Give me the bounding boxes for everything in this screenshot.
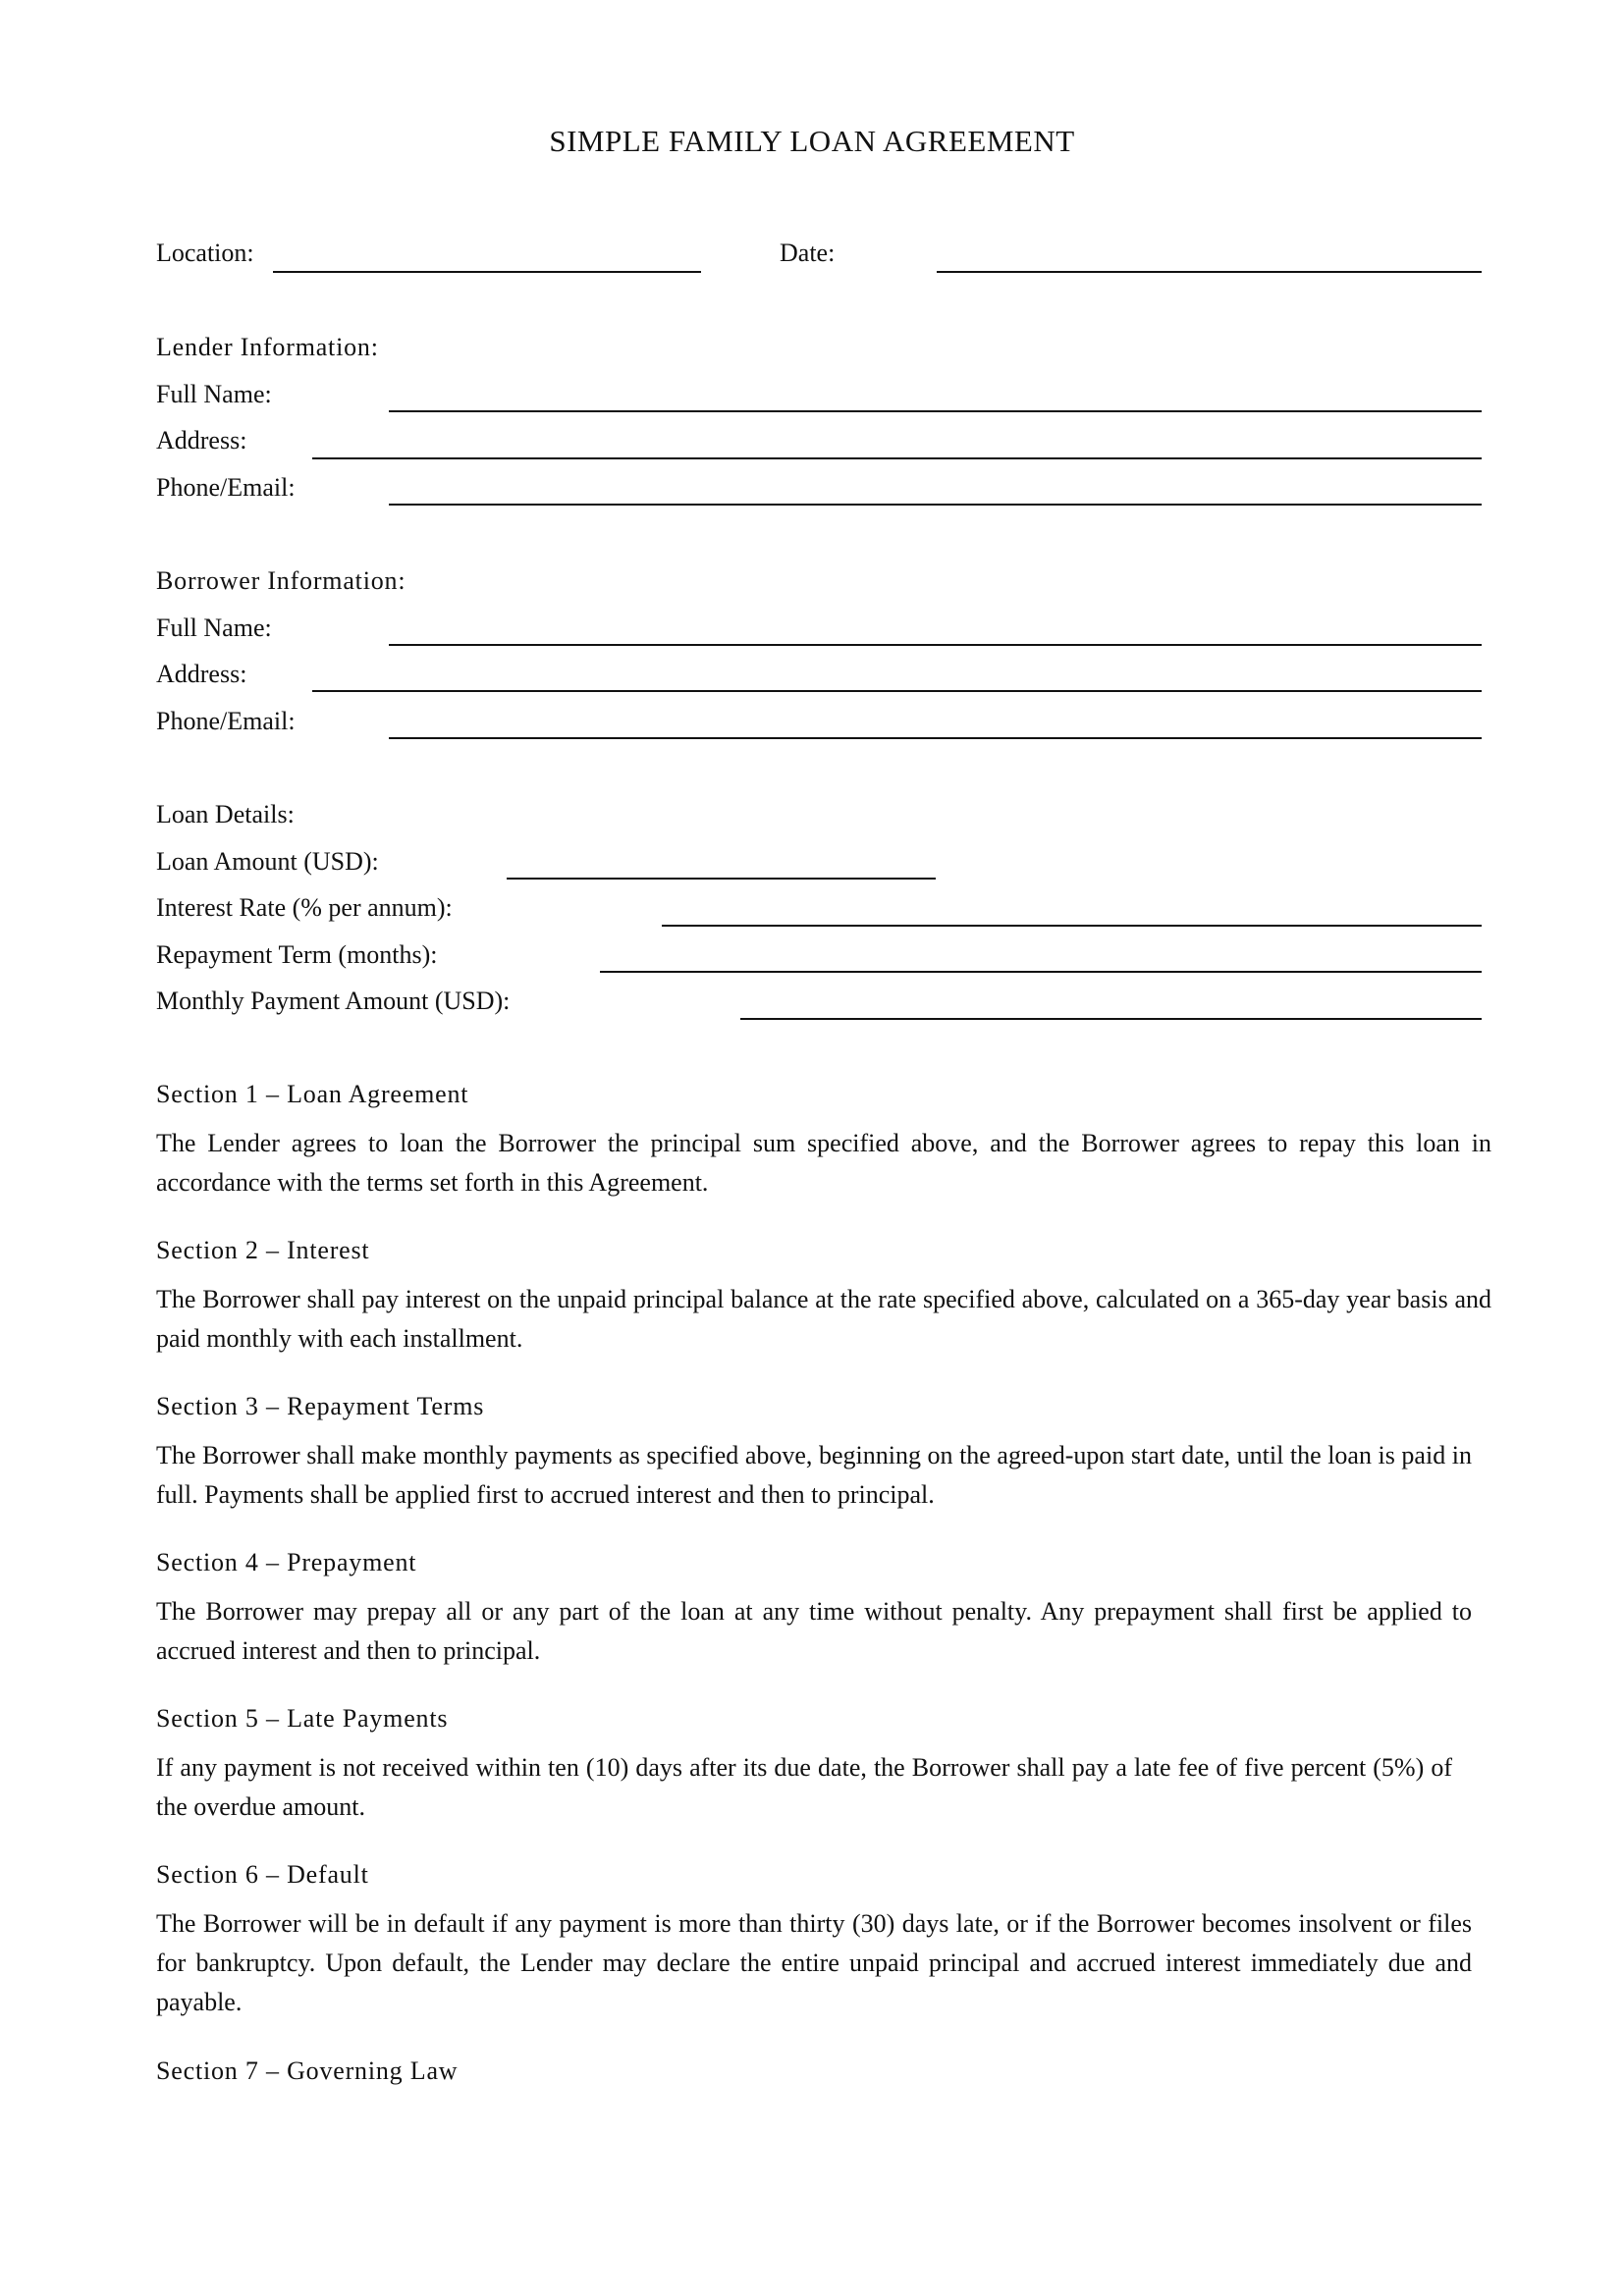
section-3-heading: Section 3 – Repayment Terms [156, 1392, 485, 1420]
section-3-body: The Borrower shall make monthly payments as specified above, beginning on the agreed-upon start date, until the loan is paid in full. Payments shall be applied first to accrued interest and then to principal. [156, 1441, 1472, 1509]
borrower-phone-email-label: Phone/Email: [156, 707, 296, 735]
section-7-heading: Section 7 – Governing Law [156, 2056, 459, 2085]
lender-full-name-label: Full Name: [156, 380, 272, 408]
borrower-phone-email-field[interactable] [389, 737, 1482, 739]
section-2-heading: Section 2 – Interest [156, 1236, 370, 1264]
borrower-heading: Borrower Information: [156, 566, 406, 595]
repayment-term-label: Repayment Term (months): [156, 940, 438, 969]
monthly-payment-field[interactable] [740, 1018, 1482, 1020]
lender-heading: Lender Information: [156, 333, 379, 361]
date-field[interactable] [937, 271, 1482, 273]
document-title: SIMPLE FAMILY LOAN AGREEMENT [549, 124, 1075, 158]
loan-amount-field[interactable] [507, 878, 936, 880]
section-5-heading: Section 5 – Late Payments [156, 1704, 449, 1733]
lender-address-field[interactable] [312, 457, 1482, 459]
section-4-body: The Borrower may prepay all or any part of the loan at any time without penalty. Any prepayment shall first be applied to accrued interest and then to principal. [156, 1597, 1472, 1665]
borrower-address-label: Address: [156, 660, 247, 688]
borrower-full-name-field[interactable] [389, 644, 1482, 646]
lender-phone-email-field[interactable] [389, 504, 1482, 506]
section-6-body: The Borrower will be in default if any payment is more than thirty (30) days late, or if the Borrower becomes insolvent or files for bankruptcy. Upon default, the Lender may declare the entire unpaid principal and accrued interest immediately due and payable. [156, 1909, 1472, 2016]
section-6-heading: Section 6 – Default [156, 1860, 369, 1889]
lender-phone-email-label: Phone/Email: [156, 473, 296, 502]
section-1-body: The Lender agrees to loan the Borrower the principal sum specified above, and the Borrower agrees to repay this loan in accordance with the terms set forth in this Agreement. [156, 1129, 1491, 1197]
loan-amount-label: Loan Amount (USD): [156, 847, 379, 876]
date-label: Date: [780, 239, 836, 267]
location-label: Location: [156, 239, 254, 267]
location-field[interactable] [273, 271, 701, 273]
repayment-term-field[interactable] [600, 971, 1482, 973]
interest-rate-label: Interest Rate (% per annum): [156, 893, 453, 922]
loan-details-heading: Loan Details: [156, 800, 295, 828]
lender-address-label: Address: [156, 426, 247, 454]
monthly-payment-label: Monthly Payment Amount (USD): [156, 987, 511, 1015]
borrower-address-field[interactable] [312, 690, 1482, 692]
borrower-full-name-label: Full Name: [156, 614, 272, 642]
section-5-body: If any payment is not received within ten (10) days after its due date, the Borrower shall pay a late fee of five percent (5%) of the overdue amount. [156, 1753, 1452, 1821]
lender-full-name-field[interactable] [389, 410, 1482, 412]
interest-rate-field[interactable] [662, 925, 1482, 927]
section-4-heading: Section 4 – Prepayment [156, 1548, 417, 1576]
section-1-heading: Section 1 – Loan Agreement [156, 1080, 469, 1108]
section-2-body: The Borrower shall pay interest on the unpaid principal balance at the rate specified above, calculated on a 365-day year basis and paid monthly with each installment. [156, 1285, 1491, 1353]
